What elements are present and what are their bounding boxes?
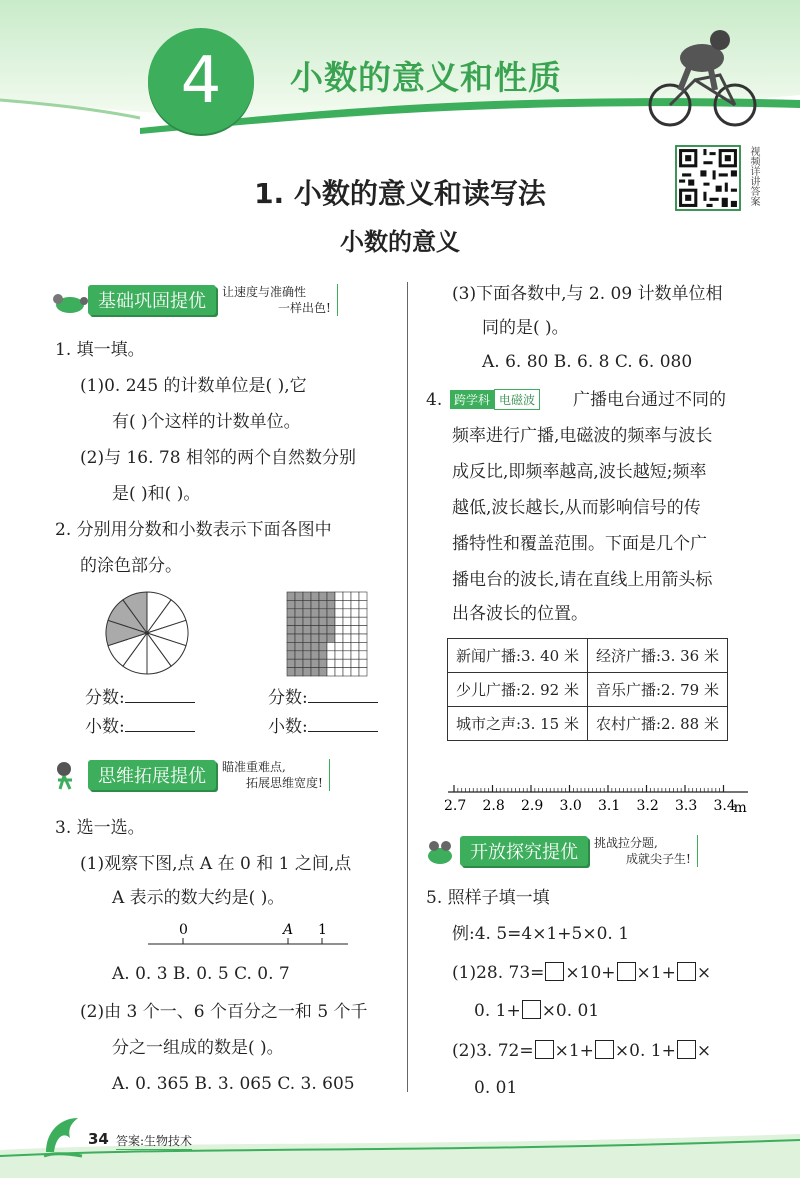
grid-cell <box>319 592 327 600</box>
grid-cell <box>359 626 367 634</box>
q3-part3-line1: (3)下面各数中,与 2. 09 计数单位相 <box>452 284 723 304</box>
grid-cell <box>303 609 311 617</box>
grid-cell <box>319 600 327 608</box>
grid-cell <box>287 642 295 650</box>
grid-cell <box>295 634 303 642</box>
grid-cell <box>359 659 367 667</box>
grid-cell <box>343 651 351 659</box>
section-open-badge <box>422 836 698 866</box>
grid-cell <box>351 626 359 634</box>
grid-cell <box>327 592 335 600</box>
section-basic-label: 基础巩固提优 <box>88 285 216 315</box>
grid-cell <box>319 617 327 625</box>
q3-part1-line2: A 表示的数大约是( )。 <box>112 888 285 908</box>
slogan-line: 拓展思维宽度! <box>246 776 323 790</box>
q5-text: 0. 1+ <box>474 1001 521 1021</box>
grid-cell <box>295 592 303 600</box>
grid-cell <box>287 600 295 608</box>
grid-cell <box>343 609 351 617</box>
tag-subject: 跨学科 <box>450 390 494 409</box>
grid-cell <box>287 592 295 600</box>
grid-cell <box>351 642 359 650</box>
table-cell: 经济广播:3. 36 米 <box>588 639 728 673</box>
grid-cell <box>303 642 311 650</box>
fraction-label: 分数: <box>85 688 125 708</box>
tag-topic: 电磁波 <box>494 389 540 410</box>
slogan-line: 挑战拉分题, <box>594 836 658 850</box>
grid-cell <box>327 626 335 634</box>
grid-cell <box>295 626 303 634</box>
grid-cell <box>327 617 335 625</box>
grid-cell <box>359 609 367 617</box>
table-cell: 音乐广播:2. 79 米 <box>588 673 728 707</box>
answer-blank[interactable] <box>308 717 378 732</box>
q3-part2-line2: 分之一组成的数是( )。 <box>112 1038 284 1058</box>
q2-right-decimal <box>268 717 378 737</box>
q5-text: (1)28. 73= <box>452 963 545 983</box>
grid-cell <box>295 642 303 650</box>
q2-right-fraction <box>268 688 378 708</box>
table-row <box>448 639 728 673</box>
grid-cell <box>303 600 311 608</box>
axis-tick-label: 3.2 <box>636 798 659 814</box>
q5-text: × <box>696 1041 712 1061</box>
grid-cell <box>303 617 311 625</box>
grid-cell <box>351 600 359 608</box>
section-extend-badge <box>50 760 330 790</box>
grid-cell <box>303 626 311 634</box>
grid-cell <box>311 609 319 617</box>
grid-cell <box>351 617 359 625</box>
q4-line-2: 成反比,即频率越高,波长越短;频率 <box>452 462 707 482</box>
section-basic-slogan <box>222 284 338 316</box>
qr-label: 视频详讲答案 <box>748 146 759 206</box>
grid-cell <box>335 642 343 650</box>
grid-cell <box>359 668 367 676</box>
grid-cell <box>311 617 319 625</box>
grid-cell <box>359 600 367 608</box>
q3-part1-line1: (1)观察下图,点 A 在 0 和 1 之间,点 <box>80 854 352 874</box>
grid-cell <box>343 642 351 650</box>
kid-mascot-icon <box>50 760 88 790</box>
q2-left-decimal <box>85 717 195 737</box>
q3-stem: 3. 选一选。 <box>55 818 145 838</box>
decimal-label: 小数: <box>268 717 308 737</box>
q3-part2-options: A. 0. 365 B. 3. 065 C. 3. 605 <box>112 1074 355 1094</box>
q3-part2-line1: (2)由 3 个一、6 个百分之一和 5 个千 <box>80 1002 368 1022</box>
number-line-01 <box>148 918 353 952</box>
grid-cell <box>287 651 295 659</box>
grid-cell <box>303 651 311 659</box>
table-row <box>448 673 728 707</box>
grid-cell <box>327 659 335 667</box>
grid-cell <box>303 659 311 667</box>
lesson-title: 1. 小数的意义和读写法 <box>254 177 546 210</box>
grid-cell <box>335 634 343 642</box>
grid-cell <box>295 617 303 625</box>
column-divider <box>407 282 408 1092</box>
grid-cell <box>327 600 335 608</box>
grid-cell <box>327 634 335 642</box>
axis-tick-label: 3.3 <box>675 798 698 814</box>
answer-box[interactable] <box>677 962 696 981</box>
grid-figure <box>287 592 367 676</box>
grid-cell <box>335 609 343 617</box>
unit-title: 小数的意义和性质 <box>290 58 562 97</box>
grid-cell <box>351 634 359 642</box>
axis-tick-label: 2.9 <box>521 798 544 814</box>
answer-blank[interactable] <box>308 688 378 703</box>
q1-part1-line2: 有( )个这样的计数单位。 <box>112 412 301 432</box>
number-line-zero: 0 <box>179 922 188 938</box>
table-row <box>448 707 728 741</box>
grid-cell <box>335 592 343 600</box>
grid-cell <box>335 659 343 667</box>
q4-line-4: 播特性和覆盖范围。下面是几个广 <box>452 534 707 554</box>
grid-cell <box>351 659 359 667</box>
q5-example: 例:4. 5=4×1+5×0. 1 <box>452 924 630 944</box>
q5-text: (2)3. 72= <box>452 1041 534 1061</box>
grid-cell <box>343 600 351 608</box>
section-open-label: 开放探究提优 <box>460 836 588 866</box>
grid-cell <box>287 626 295 634</box>
q5-text: ×10+ <box>565 963 616 983</box>
grid-cell <box>327 668 335 676</box>
grid-cell <box>327 609 335 617</box>
grid-cell <box>343 617 351 625</box>
grid-cell <box>287 668 295 676</box>
grid-cell <box>311 651 319 659</box>
grid-cell <box>351 609 359 617</box>
axis-tick-label: 2.8 <box>482 798 505 814</box>
grid-cell <box>327 642 335 650</box>
pie-figure <box>104 590 190 676</box>
turtle-mascot-icon <box>50 285 88 315</box>
grid-cell <box>287 609 295 617</box>
grid-cell <box>287 617 295 625</box>
answer-blank[interactable] <box>125 717 195 732</box>
fraction-label: 分数: <box>268 688 308 708</box>
wavelength-table <box>447 638 728 741</box>
grid-cell <box>359 617 367 625</box>
axis-tick-label: 2.7 <box>444 798 467 814</box>
grid-cell <box>351 668 359 676</box>
number-line-point-a: A <box>283 922 294 938</box>
grid-cell <box>359 592 367 600</box>
grid-cell <box>351 651 359 659</box>
grid-cell <box>311 668 319 676</box>
answer-box[interactable] <box>595 1040 614 1059</box>
grid-cell <box>295 609 303 617</box>
answer-box[interactable] <box>522 1000 541 1019</box>
q2-stem-line2: 的涂色部分。 <box>80 556 182 576</box>
table-cell: 城市之声:3. 15 米 <box>448 707 588 741</box>
grid-cell <box>343 668 351 676</box>
grid-cell <box>335 617 343 625</box>
grid-cell <box>303 668 311 676</box>
q5-text: ×1+ <box>636 963 676 983</box>
q3-part3-options: A. 6. 80 B. 6. 8 C. 6. 080 <box>482 352 693 372</box>
page-number: 34 <box>88 1130 109 1148</box>
grid-cell <box>343 659 351 667</box>
grid-cell <box>319 634 327 642</box>
q4-line-5: 播电台的波长,请在直线上用箭头标 <box>452 570 713 590</box>
grid-cell <box>359 642 367 650</box>
grid-cell <box>359 651 367 659</box>
grid-cell <box>327 651 335 659</box>
slogan-line: 让速度与准确性 <box>222 285 307 299</box>
unit-number-badge: 4 <box>148 28 254 134</box>
grid-cell <box>351 592 359 600</box>
slogan-line: 一样出色! <box>278 301 331 315</box>
answer-box[interactable] <box>545 962 564 981</box>
axis-tick-label: 3.0 <box>559 798 582 814</box>
grid-cell <box>295 659 303 667</box>
q4-line-1: 频率进行广播,电磁波的频率与波长 <box>452 426 713 446</box>
q5-text: × <box>696 963 712 983</box>
frog-mascot-icon <box>422 836 460 866</box>
grid-cell <box>343 592 351 600</box>
table-cell: 新闻广播:3. 40 米 <box>448 639 588 673</box>
grid-cell <box>295 651 303 659</box>
q5-part2-line1 <box>452 1040 711 1061</box>
grid-cell <box>311 642 319 650</box>
decimal-label: 小数: <box>85 717 125 737</box>
grid-cell <box>319 609 327 617</box>
grid-cell <box>319 651 327 659</box>
grid-cell <box>311 634 319 642</box>
section-extend-slogan <box>222 759 330 791</box>
answer-box[interactable] <box>535 1040 554 1059</box>
slogan-line: 成就尖子生! <box>626 852 691 866</box>
grid-cell <box>319 626 327 634</box>
cyclist-illustration <box>640 20 760 130</box>
grid-cell <box>311 592 319 600</box>
slogan-line: 瞄准重难点, <box>222 760 286 774</box>
q5-text: ×0. 01 <box>541 1001 600 1021</box>
q3-part3-line2: 同的是( )。 <box>482 318 569 338</box>
grid-cell <box>303 634 311 642</box>
grid-cell <box>343 626 351 634</box>
grid-cell <box>319 659 327 667</box>
lesson-subtitle: 小数的意义 <box>340 228 460 256</box>
q2-left-fraction <box>85 688 195 708</box>
q1-part1-line1: (1)0. 245 的计数单位是( ),它 <box>80 376 307 396</box>
q4-number: 4. <box>426 390 443 410</box>
grid-cell <box>295 600 303 608</box>
answer-box[interactable] <box>677 1040 696 1059</box>
q5-part2-line2: 0. 01 <box>474 1078 518 1098</box>
grid-cell <box>311 659 319 667</box>
grid-cell <box>343 634 351 642</box>
q5-text: ×1+ <box>554 1041 594 1061</box>
grid-cell <box>295 668 303 676</box>
number-line-one: 1 <box>318 922 327 938</box>
answer-blank[interactable] <box>125 688 195 703</box>
grid-cell <box>335 668 343 676</box>
axis-tick-label: 3.1 <box>598 798 621 814</box>
grid-cell <box>311 626 319 634</box>
wavelength-number-line[interactable] <box>444 782 760 818</box>
grid-cell <box>287 659 295 667</box>
grid-cell <box>303 592 311 600</box>
grid-cell <box>335 651 343 659</box>
q5-stem: 5. 照样子填一填 <box>426 888 550 908</box>
q1-stem: 1. 填一填。 <box>55 340 145 360</box>
grid-cell <box>335 600 343 608</box>
q4-line-3: 越低,波长越长,从而影响信号的传 <box>452 498 701 518</box>
answer-box[interactable] <box>617 962 636 981</box>
q3-part1-options: A. 0. 3 B. 0. 5 C. 0. 7 <box>112 964 290 984</box>
section-basic-badge <box>50 285 338 315</box>
section-open-slogan <box>594 835 698 867</box>
grid-cell <box>319 642 327 650</box>
q4-line-0: 广播电台通过不同的 <box>573 390 726 410</box>
q5-part1-line1 <box>452 962 711 983</box>
section-extend-label: 思维拓展提优 <box>88 760 216 790</box>
footer-answer-note: 答案:生物技术 <box>116 1134 193 1148</box>
q1-part2-line1: (2)与 16. 78 相邻的两个自然数分别 <box>80 448 356 468</box>
q5-text: ×0. 1+ <box>614 1041 676 1061</box>
grid-cell <box>335 626 343 634</box>
q4-tags <box>450 389 540 410</box>
grid-cell <box>319 668 327 676</box>
table-cell: 少儿广播:2. 92 米 <box>448 673 588 707</box>
grid-cell <box>311 600 319 608</box>
grid-cell <box>359 634 367 642</box>
q2-stem-line1: 2. 分别用分数和小数表示下面各图中 <box>55 520 332 540</box>
table-cell: 农村广播:2. 88 米 <box>588 707 728 741</box>
axis-tick-label: 3.4 <box>713 798 736 814</box>
q4-line-6: 出各波长的位置。 <box>452 604 588 624</box>
axis-unit-label: m <box>733 800 747 816</box>
dolphin-icon <box>40 1112 86 1160</box>
q5-part1-line2 <box>474 1000 599 1021</box>
q1-part2-line2: 是( )和( )。 <box>112 484 201 504</box>
grid-cell <box>287 634 295 642</box>
